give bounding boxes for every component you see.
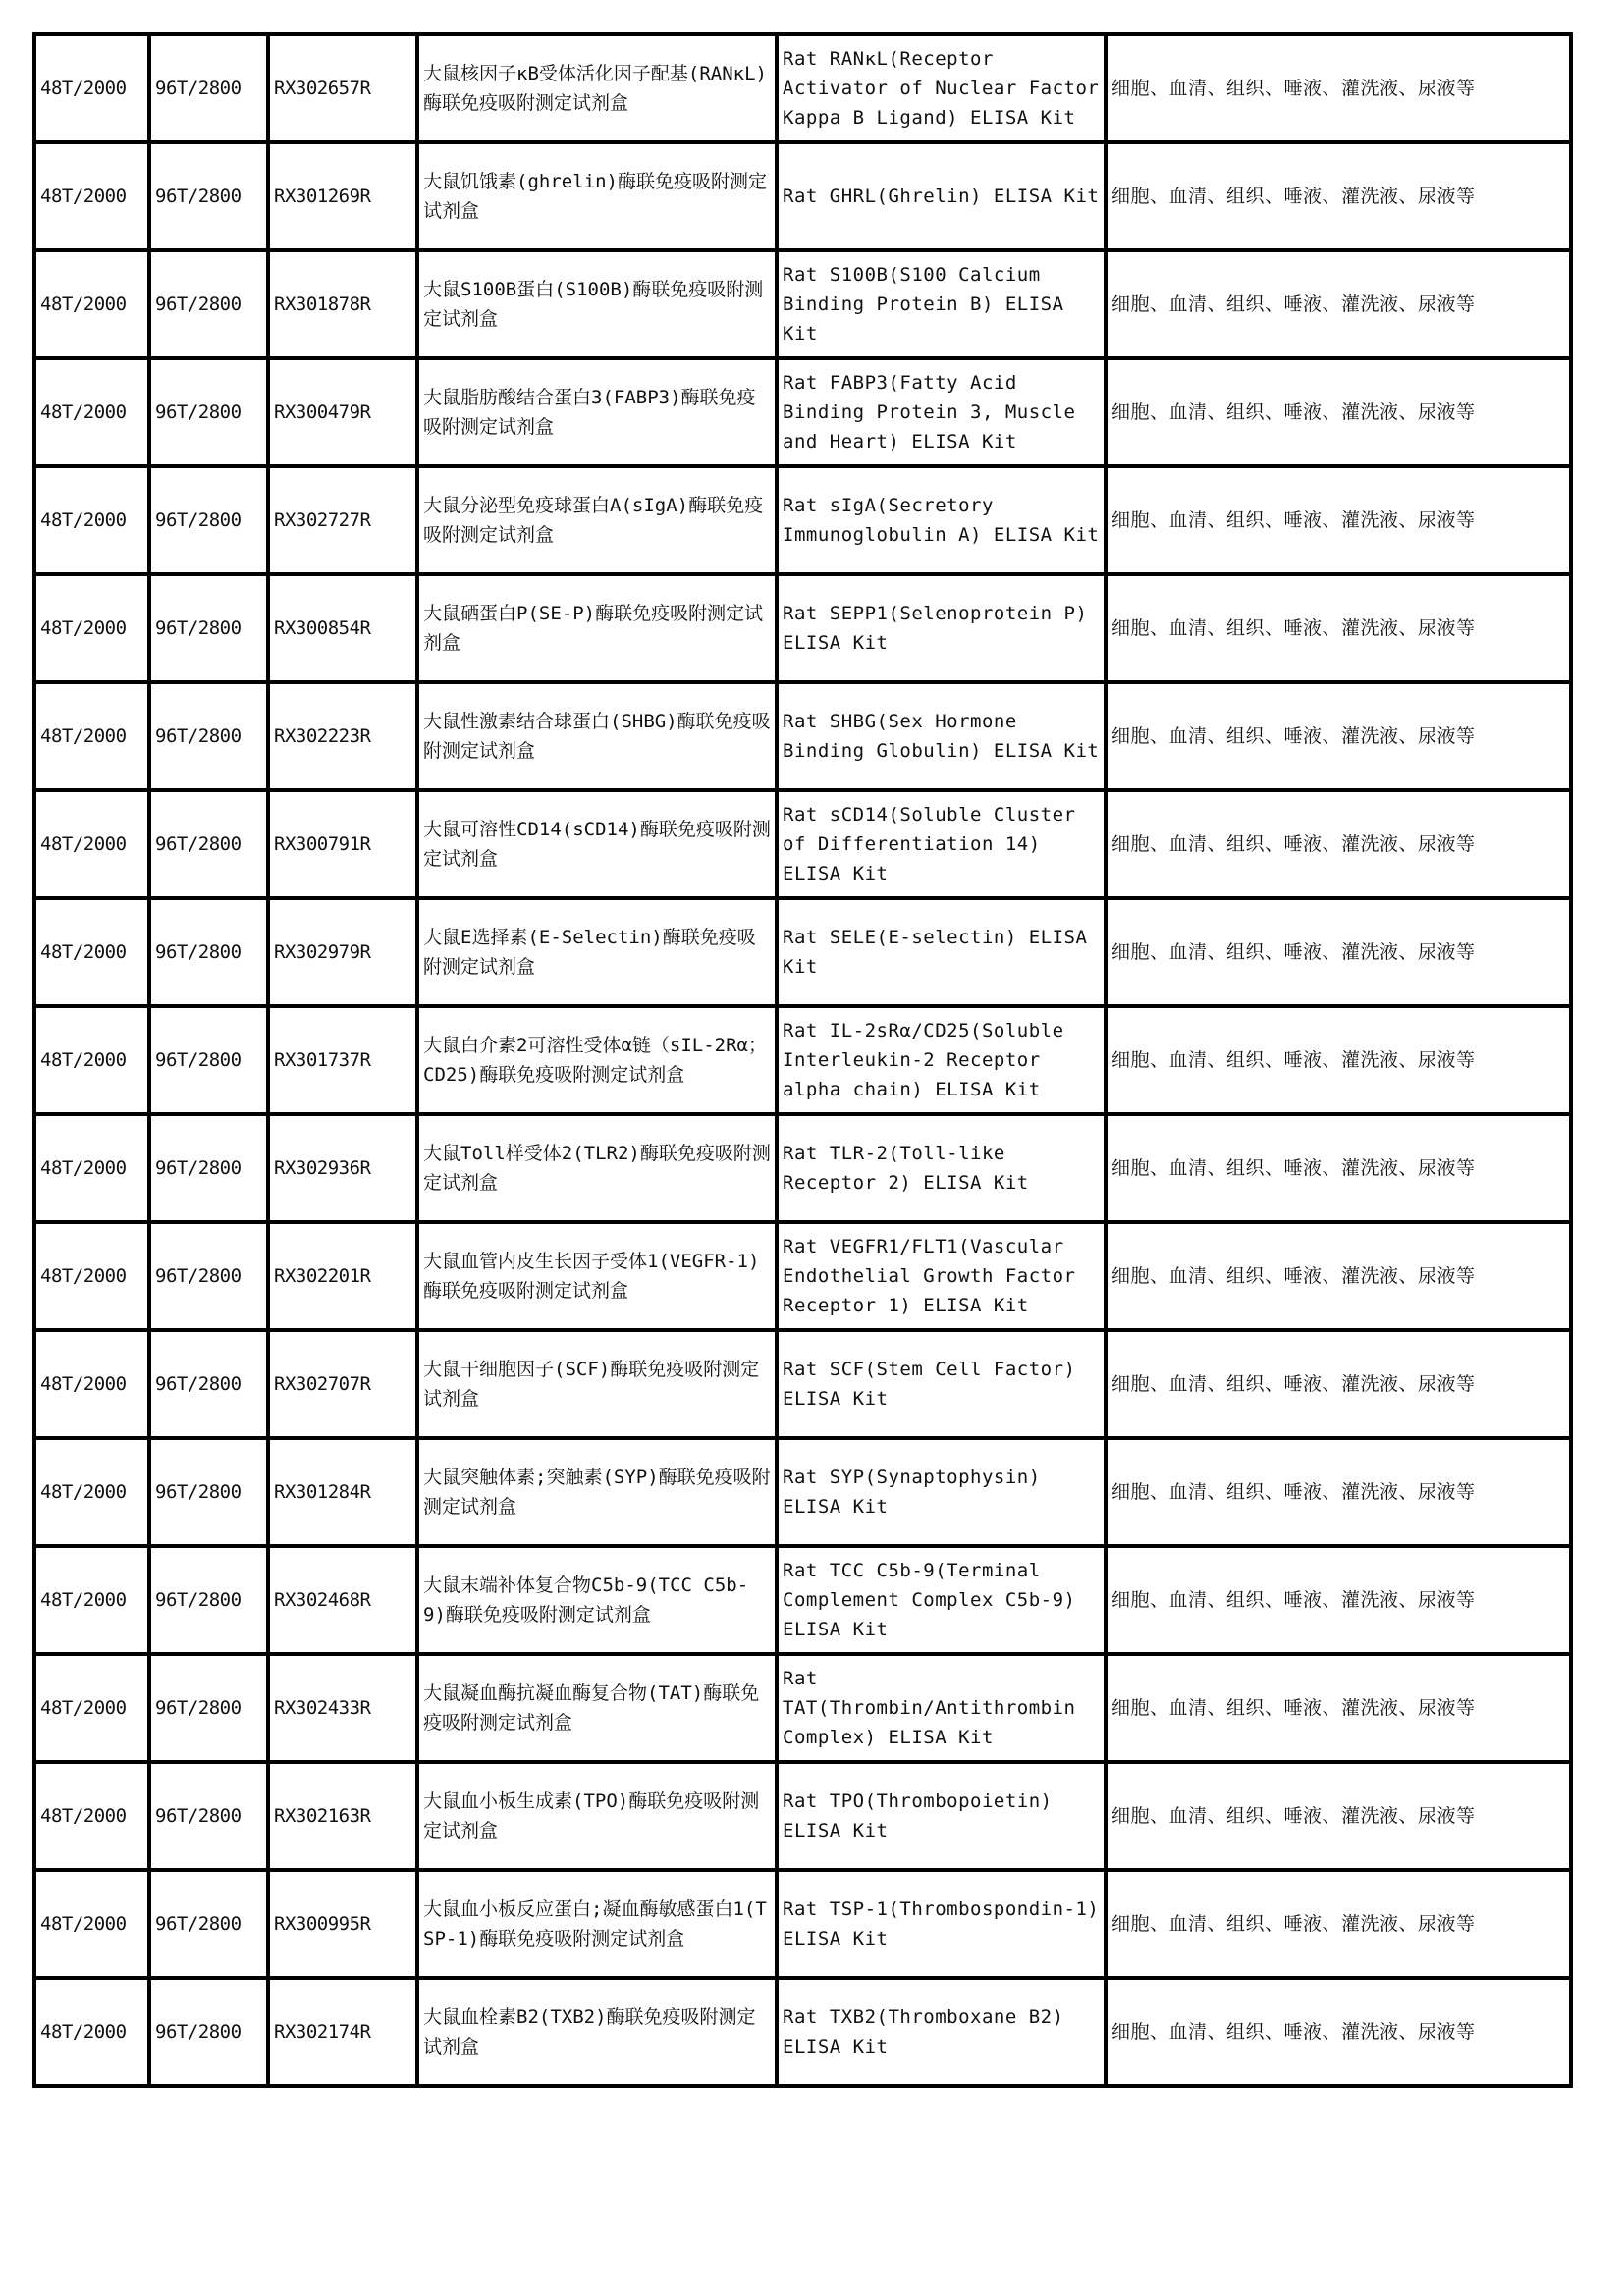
table-row	[34, 1870, 1571, 1978]
product-name-cn: 大鼠血管内皮生长因子受体1(VEGFR-1)酶联免疫吸附测定试剂盒	[417, 1222, 777, 1330]
product-name-cn: 大鼠饥饿素(ghrelin)酶联免疫吸附测定试剂盒	[417, 142, 777, 250]
product-name-cn: 大鼠Toll样受体2(TLR2)酶联免疫吸附测定试剂盒	[417, 1114, 777, 1222]
sample-types: 细胞、血清、组织、唾液、灌洗液、尿液等	[1106, 898, 1571, 1006]
sample-types: 细胞、血清、组织、唾液、灌洗液、尿液等	[1106, 1222, 1571, 1330]
large-pack-price: 96T/2800	[149, 1438, 268, 1546]
catalog-number: RX302657R	[268, 34, 417, 142]
product-name-en: Rat TSP-1(Thrombospondin-1) ELISA Kit	[777, 1870, 1106, 1978]
catalog-number: RX301269R	[268, 142, 417, 250]
catalog-number: RX302468R	[268, 1546, 417, 1654]
table-row	[34, 1330, 1571, 1438]
table-row	[34, 1438, 1571, 1546]
large-pack-price: 96T/2800	[149, 1330, 268, 1438]
large-pack-price: 96T/2800	[149, 358, 268, 466]
large-pack-price: 96T/2800	[149, 1762, 268, 1870]
elisa-kit-table	[32, 32, 1573, 2088]
small-pack-price: 48T/2000	[34, 574, 149, 682]
small-pack-price: 48T/2000	[34, 1870, 149, 1978]
product-name-cn: 大鼠血小板生成素(TPO)酶联免疫吸附测定试剂盒	[417, 1762, 777, 1870]
table-row	[34, 142, 1571, 250]
catalog-number: RX301737R	[268, 1006, 417, 1114]
large-pack-price: 96T/2800	[149, 1006, 268, 1114]
product-name-cn: 大鼠血栓素B2(TXB2)酶联免疫吸附测定试剂盒	[417, 1978, 777, 2086]
sample-types: 细胞、血清、组织、唾液、灌洗液、尿液等	[1106, 142, 1571, 250]
catalog-number: RX301284R	[268, 1438, 417, 1546]
catalog-number: RX302936R	[268, 1114, 417, 1222]
table-row	[34, 466, 1571, 574]
catalog-number: RX302223R	[268, 682, 417, 790]
product-name-en: Rat VEGFR1/FLT1(Vascular Endothelial Growth Factor Receptor 1) ELISA Kit	[777, 1222, 1106, 1330]
product-name-en: Rat S100B(S100 Calcium Binding Protein B) ELISA Kit	[777, 250, 1106, 358]
product-name-en: Rat GHRL(Ghrelin) ELISA Kit	[777, 142, 1106, 250]
catalog-number: RX302433R	[268, 1654, 417, 1762]
catalog-number: RX302174R	[268, 1978, 417, 2086]
small-pack-price: 48T/2000	[34, 1978, 149, 2086]
product-name-en: Rat RANκL(Receptor Activator of Nuclear Factor Kappa B Ligand) ELISA Kit	[777, 34, 1106, 142]
small-pack-price: 48T/2000	[34, 1546, 149, 1654]
table-row	[34, 1114, 1571, 1222]
table-row	[34, 1654, 1571, 1762]
product-name-en: Rat FABP3(Fatty Acid Binding Protein 3, Muscle and Heart) ELISA Kit	[777, 358, 1106, 466]
sample-types: 细胞、血清、组织、唾液、灌洗液、尿液等	[1106, 1870, 1571, 1978]
catalog-number: RX300854R	[268, 574, 417, 682]
sample-types: 细胞、血清、组织、唾液、灌洗液、尿液等	[1106, 358, 1571, 466]
catalog-number: RX301878R	[268, 250, 417, 358]
large-pack-price: 96T/2800	[149, 1978, 268, 2086]
table-row	[34, 898, 1571, 1006]
table-row	[34, 1006, 1571, 1114]
table-body	[34, 34, 1571, 2086]
small-pack-price: 48T/2000	[34, 790, 149, 898]
product-name-en: Rat SELE(E-selectin) ELISA Kit	[777, 898, 1106, 1006]
catalog-number: RX300791R	[268, 790, 417, 898]
sample-types: 细胞、血清、组织、唾液、灌洗液、尿液等	[1106, 1978, 1571, 2086]
sample-types: 细胞、血清、组织、唾液、灌洗液、尿液等	[1106, 1546, 1571, 1654]
product-name-cn: 大鼠硒蛋白P(SE-P)酶联免疫吸附测定试剂盒	[417, 574, 777, 682]
product-name-en: Rat IL-2sRα/CD25(Soluble Interleukin-2 Receptor alpha chain) ELISA Kit	[777, 1006, 1106, 1114]
small-pack-price: 48T/2000	[34, 1654, 149, 1762]
product-name-cn: 大鼠分泌型免疫球蛋白A(sIgA)酶联免疫吸附测定试剂盒	[417, 466, 777, 574]
large-pack-price: 96T/2800	[149, 142, 268, 250]
product-name-cn: 大鼠血小板反应蛋白;凝血酶敏感蛋白1(TSP-1)酶联免疫吸附测定试剂盒	[417, 1870, 777, 1978]
product-name-en: Rat SYP(Synaptophysin) ELISA Kit	[777, 1438, 1106, 1546]
small-pack-price: 48T/2000	[34, 358, 149, 466]
product-name-cn: 大鼠性激素结合球蛋白(SHBG)酶联免疫吸附测定试剂盒	[417, 682, 777, 790]
small-pack-price: 48T/2000	[34, 898, 149, 1006]
sample-types: 细胞、血清、组织、唾液、灌洗液、尿液等	[1106, 790, 1571, 898]
product-name-en: Rat SEPP1(Selenoprotein P) ELISA Kit	[777, 574, 1106, 682]
small-pack-price: 48T/2000	[34, 1006, 149, 1114]
small-pack-price: 48T/2000	[34, 466, 149, 574]
catalog-number: RX302201R	[268, 1222, 417, 1330]
product-name-en: Rat TAT(Thrombin/Antithrombin Complex) ELISA Kit	[777, 1654, 1106, 1762]
catalog-number: RX300995R	[268, 1870, 417, 1978]
small-pack-price: 48T/2000	[34, 1438, 149, 1546]
product-name-en: Rat TCC C5b-9(Terminal Complement Complex C5b-9) ELISA Kit	[777, 1546, 1106, 1654]
sample-types: 细胞、血清、组织、唾液、灌洗液、尿液等	[1106, 1330, 1571, 1438]
product-name-cn: 大鼠干细胞因子(SCF)酶联免疫吸附测定试剂盒	[417, 1330, 777, 1438]
small-pack-price: 48T/2000	[34, 1762, 149, 1870]
table-row	[34, 34, 1571, 142]
large-pack-price: 96T/2800	[149, 466, 268, 574]
product-name-cn: 大鼠凝血酶抗凝血酶复合物(TAT)酶联免疫吸附测定试剂盒	[417, 1654, 777, 1762]
large-pack-price: 96T/2800	[149, 34, 268, 142]
large-pack-price: 96T/2800	[149, 1654, 268, 1762]
product-name-cn: 大鼠S100B蛋白(S100B)酶联免疫吸附测定试剂盒	[417, 250, 777, 358]
product-name-cn: 大鼠E选择素(E-Selectin)酶联免疫吸附测定试剂盒	[417, 898, 777, 1006]
large-pack-price: 96T/2800	[149, 250, 268, 358]
product-name-cn: 大鼠脂肪酸结合蛋白3(FABP3)酶联免疫吸附测定试剂盒	[417, 358, 777, 466]
large-pack-price: 96T/2800	[149, 898, 268, 1006]
large-pack-price: 96T/2800	[149, 1114, 268, 1222]
large-pack-price: 96T/2800	[149, 574, 268, 682]
large-pack-price: 96T/2800	[149, 790, 268, 898]
table-row	[34, 574, 1571, 682]
sample-types: 细胞、血清、组织、唾液、灌洗液、尿液等	[1106, 574, 1571, 682]
large-pack-price: 96T/2800	[149, 1546, 268, 1654]
small-pack-price: 48T/2000	[34, 1330, 149, 1438]
large-pack-price: 96T/2800	[149, 1222, 268, 1330]
product-name-en: Rat SHBG(Sex Hormone Binding Globulin) ELISA Kit	[777, 682, 1106, 790]
table-row	[34, 1546, 1571, 1654]
catalog-number: RX302979R	[268, 898, 417, 1006]
table-row	[34, 1978, 1571, 2086]
table-row	[34, 790, 1571, 898]
sample-types: 细胞、血清、组织、唾液、灌洗液、尿液等	[1106, 1762, 1571, 1870]
small-pack-price: 48T/2000	[34, 682, 149, 790]
sample-types: 细胞、血清、组织、唾液、灌洗液、尿液等	[1106, 682, 1571, 790]
large-pack-price: 96T/2800	[149, 682, 268, 790]
sample-types: 细胞、血清、组织、唾液、灌洗液、尿液等	[1106, 250, 1571, 358]
table-row	[34, 250, 1571, 358]
product-name-cn: 大鼠核因子κB受体活化因子配基(RANκL)酶联免疫吸附测定试剂盒	[417, 34, 777, 142]
product-name-en: Rat TXB2(Thromboxane B2) ELISA Kit	[777, 1978, 1106, 2086]
catalog-number: RX302163R	[268, 1762, 417, 1870]
small-pack-price: 48T/2000	[34, 250, 149, 358]
sample-types: 细胞、血清、组织、唾液、灌洗液、尿液等	[1106, 1006, 1571, 1114]
product-name-en: Rat sIgA(Secretory Immunoglobulin A) ELISA Kit	[777, 466, 1106, 574]
product-name-en: Rat sCD14(Soluble Cluster of Differentiation 14) ELISA Kit	[777, 790, 1106, 898]
catalog-number: RX302707R	[268, 1330, 417, 1438]
small-pack-price: 48T/2000	[34, 1114, 149, 1222]
sample-types: 细胞、血清、组织、唾液、灌洗液、尿液等	[1106, 1114, 1571, 1222]
small-pack-price: 48T/2000	[34, 34, 149, 142]
small-pack-price: 48T/2000	[34, 1222, 149, 1330]
product-name-en: Rat SCF(Stem Cell Factor) ELISA Kit	[777, 1330, 1106, 1438]
table-row	[34, 1762, 1571, 1870]
sample-types: 细胞、血清、组织、唾液、灌洗液、尿液等	[1106, 466, 1571, 574]
product-name-en: Rat TPO(Thrombopoietin) ELISA Kit	[777, 1762, 1106, 1870]
product-name-en: Rat TLR-2(Toll-like Receptor 2) ELISA Kit	[777, 1114, 1106, 1222]
large-pack-price: 96T/2800	[149, 1870, 268, 1978]
table-row	[34, 682, 1571, 790]
product-name-cn: 大鼠末端补体复合物C5b-9(TCC C5b-9)酶联免疫吸附测定试剂盒	[417, 1546, 777, 1654]
sample-types: 细胞、血清、组织、唾液、灌洗液、尿液等	[1106, 1654, 1571, 1762]
catalog-number: RX302727R	[268, 466, 417, 574]
sample-types: 细胞、血清、组织、唾液、灌洗液、尿液等	[1106, 1438, 1571, 1546]
table-row	[34, 1222, 1571, 1330]
product-name-cn: 大鼠可溶性CD14(sCD14)酶联免疫吸附测定试剂盒	[417, 790, 777, 898]
table-row	[34, 358, 1571, 466]
sample-types: 细胞、血清、组织、唾液、灌洗液、尿液等	[1106, 34, 1571, 142]
small-pack-price: 48T/2000	[34, 142, 149, 250]
catalog-number: RX300479R	[268, 358, 417, 466]
product-name-cn: 大鼠突触体素;突触素(SYP)酶联免疫吸附测定试剂盒	[417, 1438, 777, 1546]
product-name-cn: 大鼠白介素2可溶性受体α链（sIL-2Rα；CD25)酶联免疫吸附测定试剂盒	[417, 1006, 777, 1114]
